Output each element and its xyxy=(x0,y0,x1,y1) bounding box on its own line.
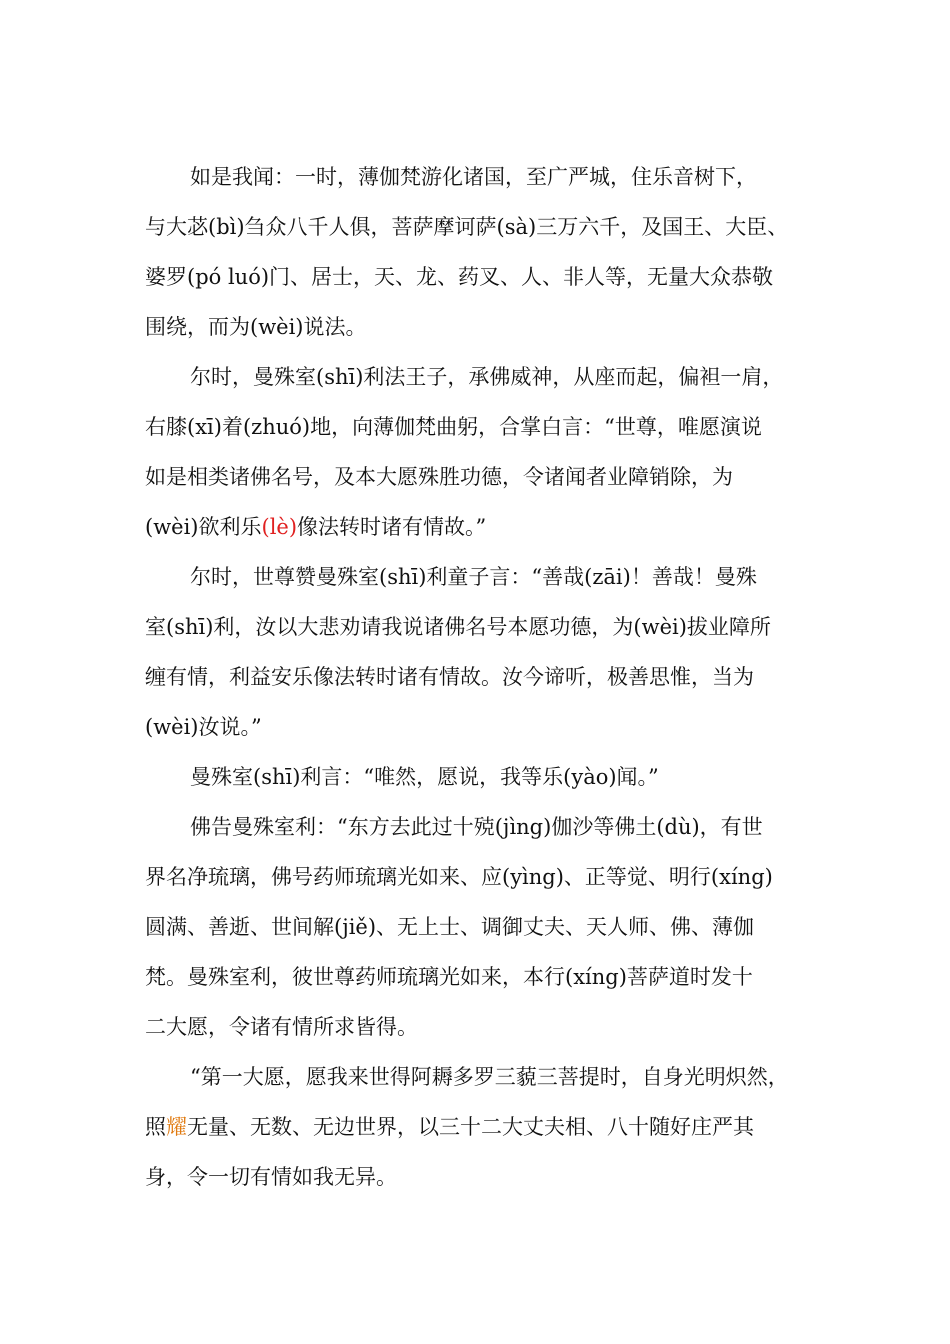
paragraph-4 xyxy=(145,752,815,802)
text-line: 佛告曼殊室利：“东方去此过十殑(jìng)伽沙等佛土(dù)，有世 xyxy=(190,815,763,839)
text-line: 室(shī)利，汝以大悲劝请我说诸佛名号本愿功德，为(wèi)拔业障所 xyxy=(145,615,771,639)
text-line: 婆罗(pó luó)门、居士，天、龙、药叉、人、非人等，无量大众恭敬 xyxy=(145,265,774,289)
text-line: 二大愿，令诸有情所求皆得。 xyxy=(145,1015,418,1039)
text-line: 尔时，曼殊室(shī)利法王子，承佛威神，从座而起，偏袒一肩， xyxy=(190,365,784,389)
text-line: 右膝(xī)着(zhuó)地，向薄伽梵曲躬，合掌白言：“世尊，唯愿演说 xyxy=(145,415,762,439)
text-line: (wèi)汝说。” xyxy=(145,715,262,739)
text-line: 身，令一切有情如我无异。 xyxy=(145,1165,397,1189)
text-line: 梵。曼殊室利，彼世尊药师琉璃光如来，本行(xíng)菩萨道时发十 xyxy=(145,965,753,989)
paragraph-3 xyxy=(145,552,815,752)
text-segment: 像法转时诸有情故。” xyxy=(297,515,487,539)
text-line: 如是相类诸佛名号，及本大愿殊胜功德，令诸闻者业障销除，为 xyxy=(145,465,733,489)
text-line xyxy=(145,1102,815,1152)
text-line: 与大苾(bì)刍众八千人俱，菩萨摩诃萨(sà)三万六千，及国王、大臣、 xyxy=(145,215,789,239)
text-segment: 照 xyxy=(145,1115,166,1139)
paragraph-5 xyxy=(145,802,815,1052)
text-line xyxy=(145,502,815,552)
text-line: “第一大愿，愿我来世得阿耨多罗三藐三菩提时，自身光明炽然， xyxy=(190,1065,789,1089)
text-line: 如是我闻：一时，薄伽梵游化诸国，至广严城，住乐音树下， xyxy=(190,165,757,189)
text-line: 缠有情，利益安乐像法转时诸有情故。汝今谛听，极善思惟，当为 xyxy=(145,665,754,689)
text-segment: (wèi)欲利乐 xyxy=(145,515,262,539)
text-line: 界名净琉璃，佛号药师琉璃光如来、应(yìng)、正等觉、明行(xíng) xyxy=(145,865,773,889)
highlighted-character: 耀 xyxy=(166,1115,187,1139)
text-line: 尔时，世尊赞曼殊室(shī)利童子言：“善哉(zāi)！善哉！曼殊 xyxy=(190,565,757,589)
text-line: 曼殊室(shī)利言：“唯然，愿说，我等乐(yào)闻。” xyxy=(190,765,659,789)
paragraph-6 xyxy=(145,1052,815,1202)
paragraph-1 xyxy=(145,152,815,352)
text-line: 围绕，而为(wèi)说法。 xyxy=(145,315,367,339)
highlighted-pinyin: (lè) xyxy=(261,515,298,539)
text-segment: 无量、无数、无边世界，以三十二大丈夫相、八十随好庄严其 xyxy=(187,1115,754,1139)
text-line: 圆满、善逝、世间解(jiě)、无上士、调御丈夫、天人师、佛、薄伽 xyxy=(145,915,755,939)
paragraph-2 xyxy=(145,352,815,552)
